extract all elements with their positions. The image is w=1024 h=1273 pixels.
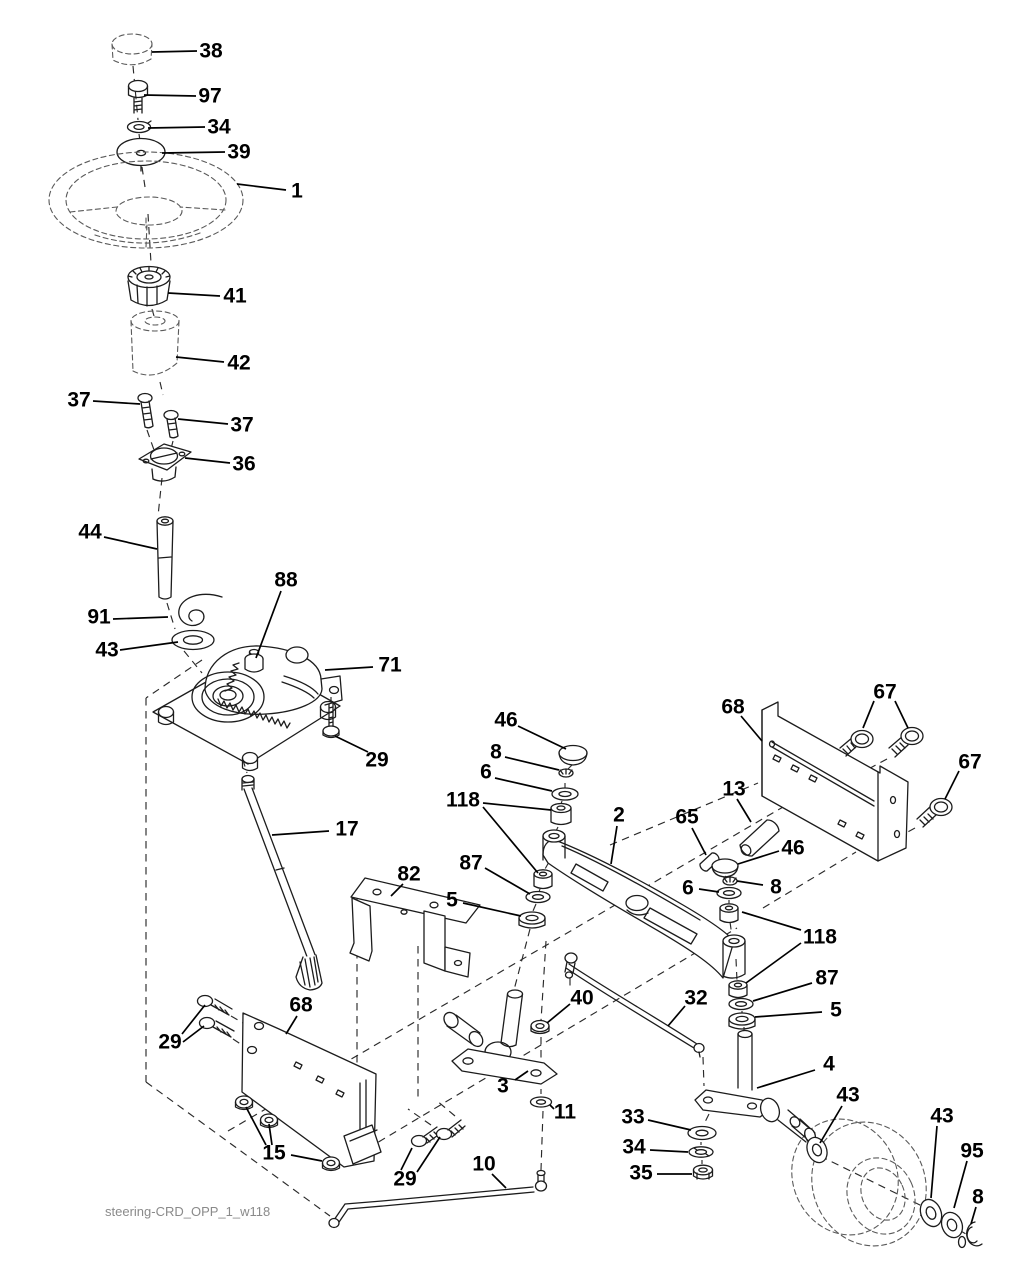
callout-drag-link: 32 bbox=[684, 986, 708, 1010]
leader-lock-washer-arm bbox=[650, 1150, 688, 1152]
leader-pivot-bushing bbox=[737, 799, 751, 822]
callout-washer-left: 6 bbox=[480, 760, 492, 784]
leader-bracket-bolt-right bbox=[945, 771, 959, 799]
push-nut-left bbox=[559, 769, 573, 777]
bracket-screw-29-bottom-b bbox=[437, 1120, 466, 1140]
callout-hex-nut-arm: 35 bbox=[629, 1161, 653, 1185]
spindle-right bbox=[695, 1031, 818, 1146]
leader-steering-boot bbox=[176, 357, 224, 362]
leader-push-nut-left bbox=[505, 757, 559, 770]
spindle-left bbox=[441, 990, 557, 1084]
bracket-screw-29-left-b bbox=[200, 1018, 235, 1038]
support-bracket-82 bbox=[350, 878, 480, 977]
leader-flange-bushing bbox=[185, 458, 230, 463]
callout-axle-washer-outer: 43 bbox=[930, 1104, 954, 1128]
callout-washer-upper: 43 bbox=[95, 638, 119, 662]
screw-37-left bbox=[138, 394, 153, 428]
callout-washer-right: 6 bbox=[682, 876, 694, 900]
steering-wheel bbox=[49, 152, 243, 248]
wheel-adapter-41 bbox=[128, 267, 170, 307]
leader-drag-link bbox=[668, 1006, 685, 1026]
leader-axle-washer-outer bbox=[931, 1126, 937, 1198]
leader-thrust-washer bbox=[954, 1161, 967, 1208]
washer-6-right bbox=[717, 888, 741, 899]
callout-axle-cap-right: 46 bbox=[781, 836, 805, 860]
callout-pivot-bushing: 13 bbox=[722, 777, 746, 801]
callout-spacer-left: 118 bbox=[446, 788, 480, 812]
callout-lock-washer-upper: 34 bbox=[207, 115, 231, 139]
callout-tie-rod: 10 bbox=[472, 1152, 496, 1176]
callout-axle-bracket-right: 68 bbox=[721, 695, 745, 719]
hex-nut-35 bbox=[694, 1165, 713, 1179]
leader-center-locknut bbox=[547, 1004, 570, 1023]
callout-extension-shaft: 44 bbox=[78, 520, 102, 544]
bracket-bolt-67-b bbox=[889, 728, 923, 758]
leader-screw-right bbox=[178, 419, 228, 424]
washer-33 bbox=[688, 1127, 716, 1140]
callout-spacer-right: 118 bbox=[803, 925, 837, 949]
leader-axle-bracket-left bbox=[286, 1016, 297, 1034]
push-nut-right bbox=[723, 877, 737, 885]
callout-spindle-left: 3 bbox=[497, 1074, 509, 1098]
callout-wheel-adapter: 41 bbox=[223, 284, 247, 308]
bushing-5-right bbox=[729, 1013, 755, 1029]
lock-washer-34-arm bbox=[689, 1147, 713, 1157]
screw-37-right bbox=[164, 411, 178, 438]
lock-washer-34 bbox=[128, 121, 152, 133]
callout-axle-main-assembly: 2 bbox=[613, 803, 625, 827]
callout-wheel-insert: 39 bbox=[227, 140, 251, 164]
axle-cap-right bbox=[712, 859, 738, 877]
callout-thrust-washer: 95 bbox=[960, 1139, 984, 1163]
leader-wheel-adapter bbox=[168, 293, 220, 296]
leader-hex-bolt bbox=[144, 95, 196, 96]
callout-pivot-spacer: 65 bbox=[675, 805, 699, 829]
callout-retainer-clip: 91 bbox=[87, 605, 111, 629]
callout-washer-right-lower: 87 bbox=[815, 966, 839, 990]
leader-spacer-right bbox=[742, 912, 801, 930]
bracket-screw-29-left-a bbox=[198, 996, 233, 1016]
callout-flange-bushing: 36 bbox=[232, 452, 256, 476]
leader-lock-washer-upper bbox=[148, 127, 205, 128]
callout-washer-small: 11 bbox=[553, 1100, 577, 1124]
callout-lock-washer-arm: 34 bbox=[622, 1135, 646, 1159]
washer-43-upper bbox=[172, 631, 214, 650]
steering-shaft-17 bbox=[242, 776, 322, 991]
callout-washer-left-lower: 87 bbox=[459, 851, 483, 875]
bracket-bolt-67-a bbox=[840, 731, 873, 757]
callout-washer-arm: 33 bbox=[621, 1105, 645, 1129]
callout-screw-left: 37 bbox=[67, 388, 91, 412]
callout-steering-gear-assembly: 71 bbox=[378, 653, 402, 677]
leader-steering-gear-assembly bbox=[325, 667, 373, 670]
callout-axle-washer-inner: 43 bbox=[836, 1083, 860, 1107]
leader-axle-main-assembly bbox=[611, 826, 617, 864]
callout-steering-boot: 42 bbox=[227, 351, 251, 375]
callout-spindle-right: 4 bbox=[823, 1052, 835, 1076]
leader-steering-wheel bbox=[237, 184, 286, 190]
leader-screw-left bbox=[93, 401, 140, 404]
leader-extension-shaft bbox=[104, 537, 157, 549]
bracket-bolt-67-c bbox=[917, 799, 952, 828]
callout-bracket-screws-left: 29 bbox=[158, 1030, 182, 1054]
washer-6-left bbox=[552, 788, 578, 800]
leader-bracket-bolts-top bbox=[895, 701, 908, 728]
flange-nut-15-c bbox=[323, 1157, 340, 1171]
washer-11 bbox=[531, 1097, 552, 1107]
callout-bracket-bolts-top: 67 bbox=[873, 680, 897, 704]
leader-washer-upper bbox=[120, 642, 178, 650]
callout-steering-wheel: 1 bbox=[291, 179, 303, 203]
leader-push-nut-right bbox=[737, 881, 763, 885]
spacer-118-left-upper bbox=[551, 804, 571, 825]
center-locknut-40 bbox=[531, 1021, 549, 1034]
steering-boot-42 bbox=[131, 311, 179, 375]
flange-bushing-36 bbox=[139, 444, 191, 481]
pivot-bushing-13 bbox=[739, 820, 779, 857]
tie-rod-10 bbox=[329, 1171, 547, 1228]
figure-code: steering-CRD_OPP_1_w118 bbox=[105, 1204, 271, 1219]
leader-bracket-bolts-top bbox=[863, 701, 874, 728]
callout-flange-nuts: 15 bbox=[262, 1141, 286, 1165]
leader-axle-cap-left bbox=[518, 726, 566, 749]
steering-cap bbox=[112, 34, 152, 65]
callout-screw-right: 37 bbox=[230, 413, 254, 437]
callout-center-locknut: 40 bbox=[570, 986, 594, 1010]
leader-washer-left bbox=[495, 778, 552, 791]
leader-pivot-spacer bbox=[692, 828, 706, 855]
leader-spacer-left bbox=[483, 803, 551, 810]
spacer-118-right-lower bbox=[729, 981, 747, 998]
callout-gear-bolt: 88 bbox=[274, 568, 298, 592]
leader-retainer-clip bbox=[113, 617, 168, 619]
extension-shaft-44 bbox=[157, 517, 173, 599]
callout-bushing-left: 5 bbox=[446, 888, 458, 912]
callout-steering-shaft: 17 bbox=[335, 817, 359, 841]
callout-push-nut-left: 8 bbox=[490, 740, 502, 764]
washer-87-right bbox=[729, 999, 753, 1010]
leader-washer-arm bbox=[648, 1120, 691, 1130]
retainer-clip-91 bbox=[179, 594, 222, 625]
callout-steering-wheel-cap: 38 bbox=[199, 39, 223, 63]
callout-e-ring: 8 bbox=[972, 1185, 984, 1209]
callout-support-bracket: 82 bbox=[397, 862, 421, 886]
callout-bracket-screws-bottom: 29 bbox=[393, 1167, 417, 1191]
leader-axle-washer-inner bbox=[820, 1106, 842, 1143]
callout-axle-bracket-left: 68 bbox=[289, 993, 313, 1017]
leader-washer-left-lower bbox=[485, 868, 530, 894]
hex-bolt-97 bbox=[129, 81, 148, 114]
leader-axle-bracket-right bbox=[741, 716, 762, 741]
leader-wheel-insert bbox=[162, 152, 225, 153]
flange-nut-15-a bbox=[236, 1096, 253, 1110]
leader-spacer-left bbox=[483, 807, 538, 873]
leader-washer-right bbox=[699, 889, 719, 892]
leader-washer-right-lower bbox=[753, 983, 812, 1001]
callout-axle-cap-left: 46 bbox=[494, 708, 518, 732]
callout-push-nut-right: 8 bbox=[770, 875, 782, 899]
spacer-118-right-upper bbox=[720, 904, 738, 923]
leader-steering-shaft bbox=[272, 831, 329, 835]
leader-tie-rod bbox=[492, 1174, 506, 1188]
leader-gear-screw bbox=[335, 736, 368, 752]
wheel-insert-39 bbox=[117, 139, 165, 172]
callout-gear-screw: 29 bbox=[365, 748, 389, 772]
leader-bushing-right bbox=[755, 1012, 822, 1017]
leader-spacer-right bbox=[746, 943, 801, 983]
callout-bushing-right: 5 bbox=[830, 998, 842, 1022]
leader-steering-wheel-cap bbox=[152, 51, 197, 52]
callout-hex-bolt: 97 bbox=[198, 84, 222, 108]
bushing-5-left bbox=[519, 912, 545, 928]
steering-gear-assembly bbox=[153, 646, 342, 771]
leader-spindle-right bbox=[757, 1070, 815, 1088]
leader-flange-nuts bbox=[291, 1155, 322, 1161]
callout-bracket-bolt-right: 67 bbox=[958, 750, 982, 774]
